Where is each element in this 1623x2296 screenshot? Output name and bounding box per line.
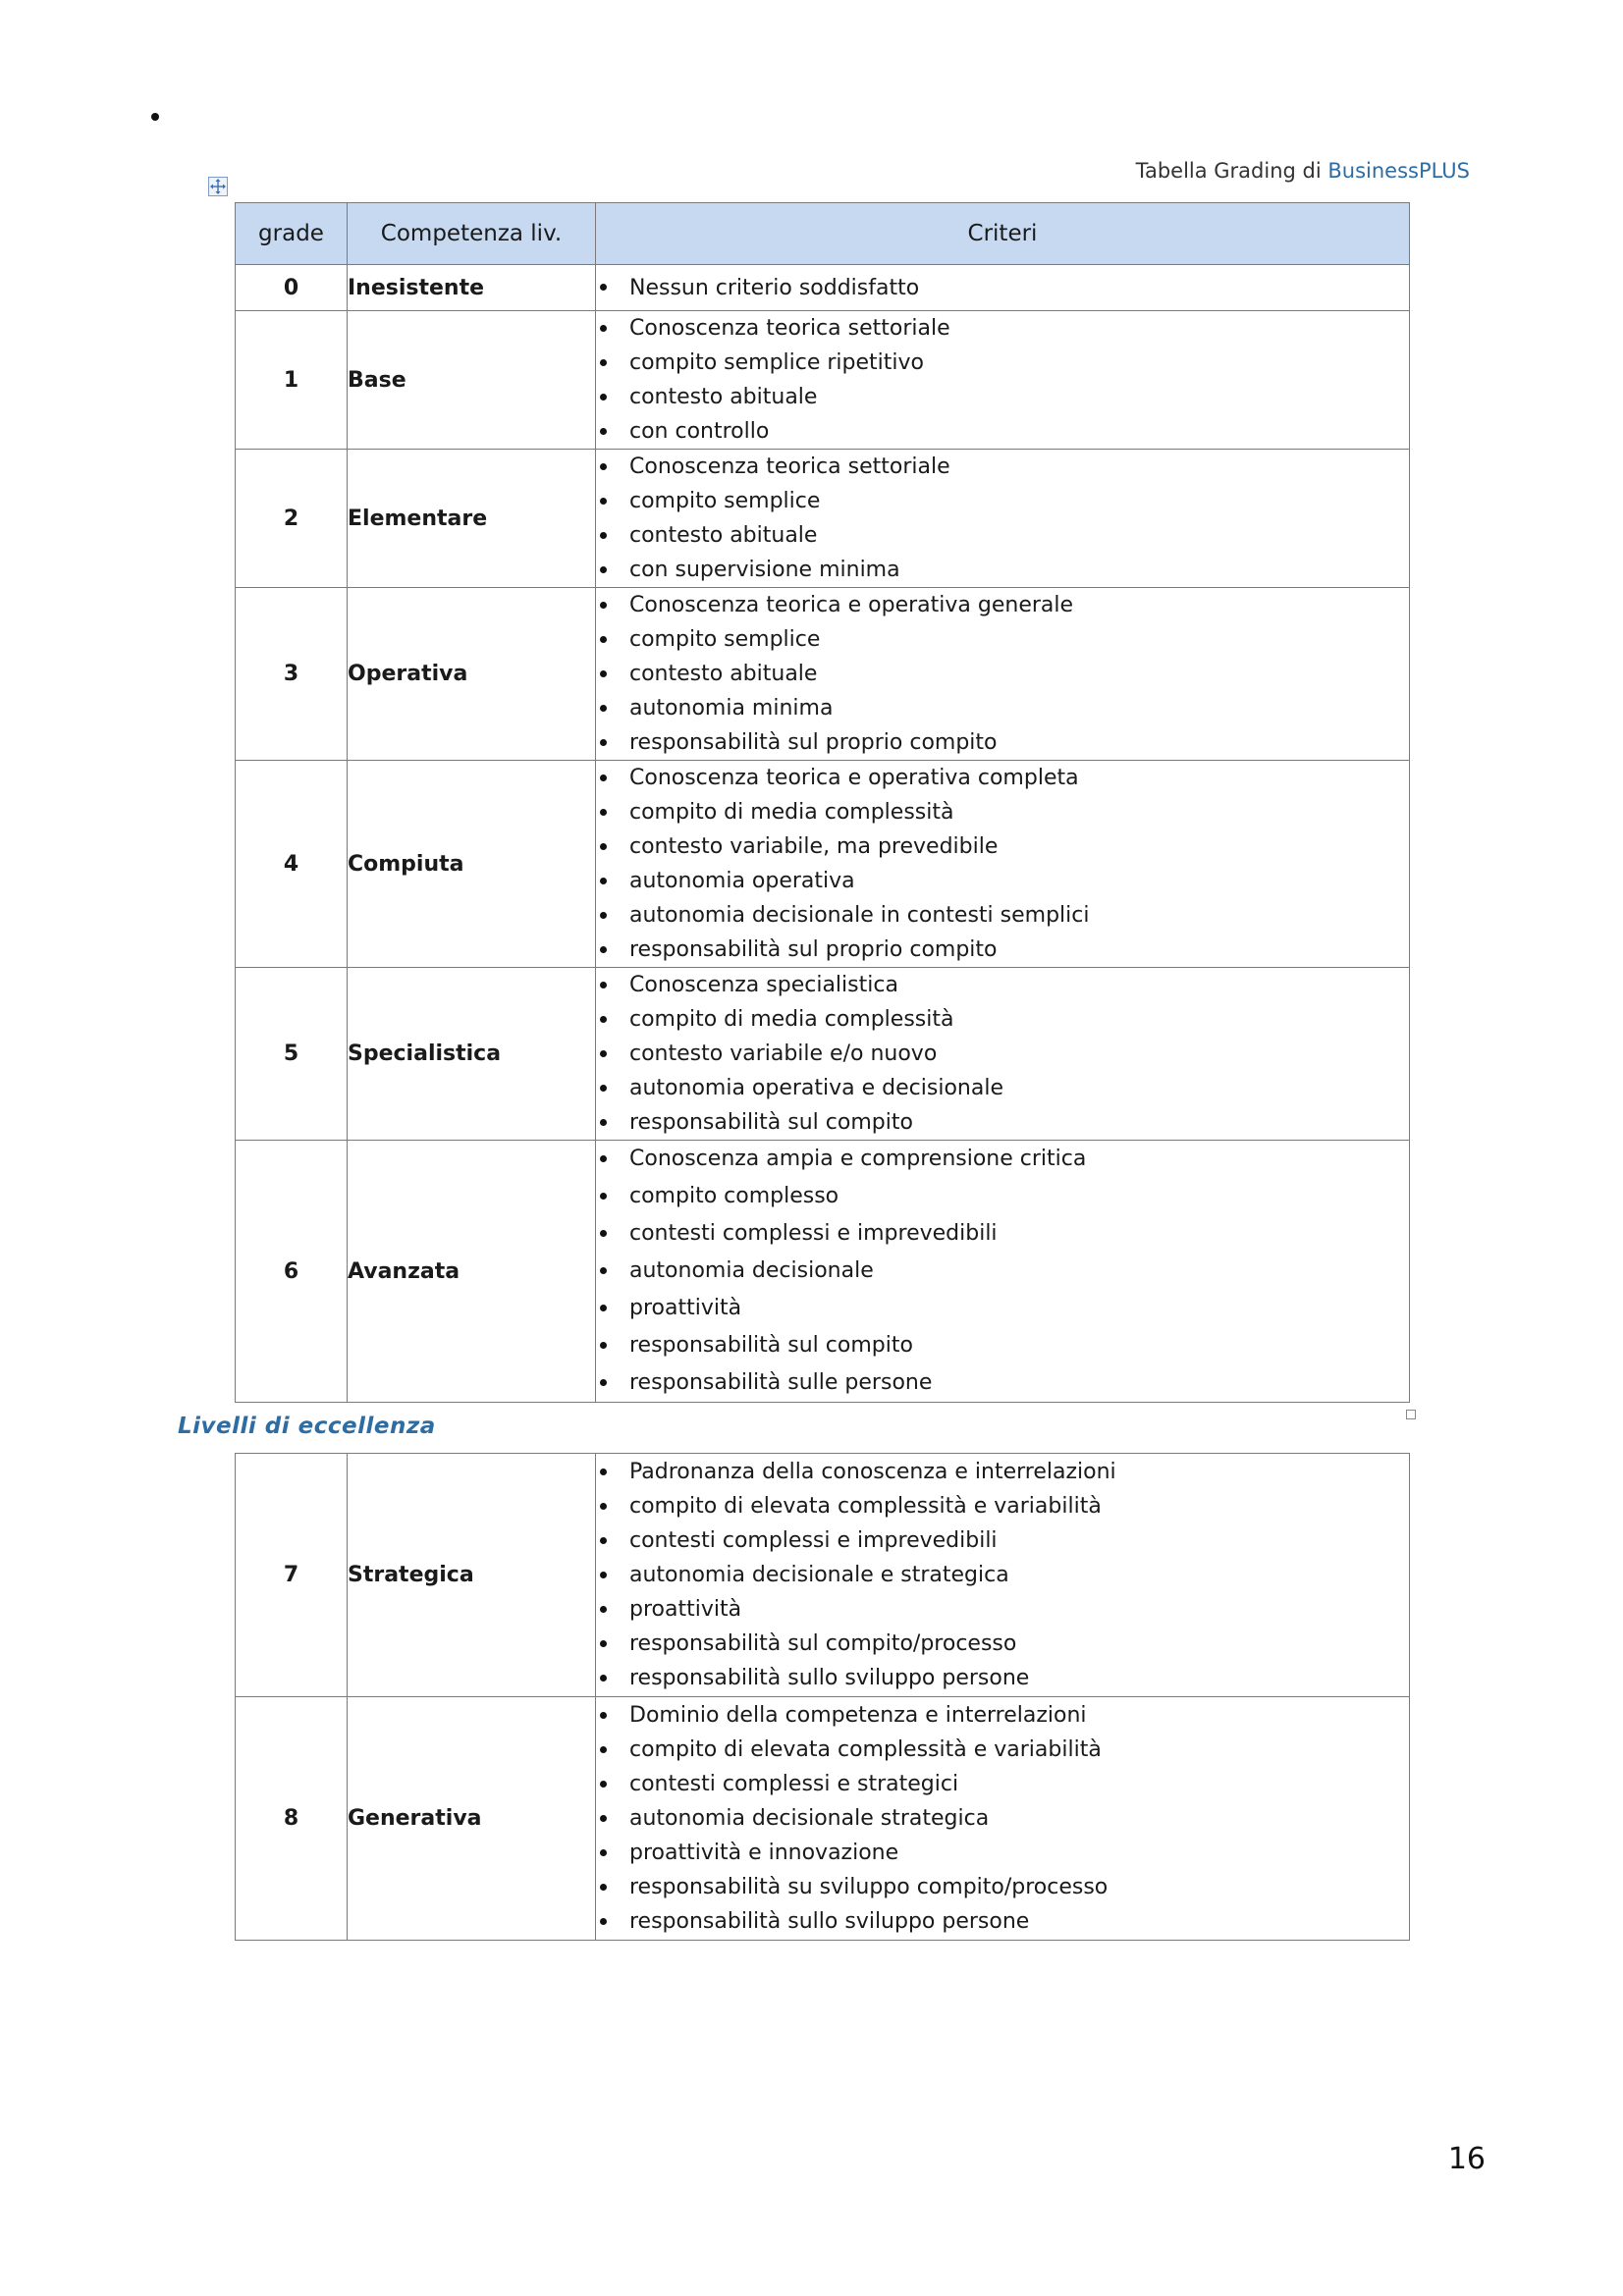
criteria-cell [596, 311, 1410, 450]
criteria-item: Conoscenza teorica settoriale [596, 450, 1409, 484]
criteria-item: autonomia operativa e decisionale [596, 1071, 1409, 1105]
criteria-item: autonomia decisionale e strategica [596, 1558, 1409, 1592]
criteria-list [596, 588, 1409, 760]
table-row [236, 311, 1410, 450]
criteria-item: responsabilità sullo sviluppo persone [596, 1904, 1409, 1939]
criteria-item: responsabilità sul proprio compito [596, 725, 1409, 760]
criteria-item: compito semplice [596, 484, 1409, 518]
level-cell: Specialistica [348, 968, 596, 1141]
excellence-table [235, 1453, 1410, 1941]
criteria-list [596, 271, 1409, 305]
criteria-item: compito complesso [596, 1178, 1409, 1215]
grade-cell: 3 [236, 588, 348, 761]
criteria-item: compito di elevata complessità e variabilità [596, 1489, 1409, 1523]
criteria-item: contesti complessi e imprevedibili [596, 1215, 1409, 1253]
criteria-item: autonomia decisionale [596, 1253, 1409, 1290]
criteria-item: autonomia minima [596, 691, 1409, 725]
criteria-cell [596, 588, 1410, 761]
level-cell: Compiuta [348, 761, 596, 968]
table-move-handle-icon[interactable] [208, 177, 228, 196]
grade-cell: 7 [236, 1454, 348, 1697]
grade-cell: 8 [236, 1697, 348, 1941]
criteria-item: con supervisione minima [596, 553, 1409, 587]
criteria-item: compito di media complessità [596, 795, 1409, 829]
grade-cell: 4 [236, 761, 348, 968]
criteria-list [596, 1455, 1409, 1695]
criteria-item: autonomia operativa [596, 864, 1409, 898]
criteria-item: Conoscenza teorica settoriale [596, 311, 1409, 346]
criteria-item: contesto abituale [596, 518, 1409, 553]
criteria-item: compito di elevata complessità e variabilità [596, 1733, 1409, 1767]
criteria-list [596, 1698, 1409, 1939]
criteria-cell [596, 761, 1410, 968]
table-row [236, 450, 1410, 588]
criteria-item: proattività [596, 1290, 1409, 1327]
criteria-item: proattività e innovazione [596, 1836, 1409, 1870]
caption-prefix: Tabella Grading di [1135, 159, 1328, 183]
table-row [236, 1454, 1410, 1697]
table-row [236, 588, 1410, 761]
criteria-cell [596, 1454, 1410, 1697]
criteria-cell [596, 265, 1410, 311]
header-competenza: Competenza liv. [348, 203, 596, 265]
criteria-cell [596, 1697, 1410, 1941]
table-row [236, 1697, 1410, 1941]
criteria-item: Padronanza della conoscenza e interrelazioni [596, 1455, 1409, 1489]
criteria-item: responsabilità sullo sviluppo persone [596, 1661, 1409, 1695]
criteria-cell [596, 1141, 1410, 1403]
table-resize-handle[interactable] [1406, 1410, 1416, 1419]
level-cell: Inesistente [348, 265, 596, 311]
criteria-item: contesto abituale [596, 657, 1409, 691]
caption-brand: BusinessPLUS [1327, 159, 1470, 183]
criteria-item: responsabilità sul compito/processo [596, 1627, 1409, 1661]
criteria-item: contesto abituale [596, 380, 1409, 414]
criteria-item: contesto variabile e/o nuovo [596, 1037, 1409, 1071]
table-caption [1136, 159, 1470, 183]
table-row [236, 968, 1410, 1141]
grade-cell: 0 [236, 265, 348, 311]
criteria-item: Conoscenza teorica e operativa completa [596, 761, 1409, 795]
table-header-row [236, 203, 1410, 265]
criteria-item: contesto variabile, ma prevedibile [596, 829, 1409, 864]
level-cell: Operativa [348, 588, 596, 761]
criteria-item: responsabilità sul compito [596, 1105, 1409, 1140]
criteria-item: Nessun criterio soddisfatto [596, 271, 1409, 305]
criteria-item: responsabilità sulle persone [596, 1364, 1409, 1402]
criteria-item: Conoscenza teorica e operativa generale [596, 588, 1409, 622]
criteria-item: proattività [596, 1592, 1409, 1627]
header-grade: grade [236, 203, 348, 265]
header-criteri: Criteri [596, 203, 1410, 265]
level-cell: Avanzata [348, 1141, 596, 1403]
criteria-item: contesti complessi e imprevedibili [596, 1523, 1409, 1558]
criteria-cell [596, 968, 1410, 1141]
criteria-item: compito di media complessità [596, 1002, 1409, 1037]
criteria-item: responsabilità su sviluppo compito/processo [596, 1870, 1409, 1904]
grade-cell: 2 [236, 450, 348, 588]
criteria-list [596, 311, 1409, 449]
table-row [236, 1141, 1410, 1403]
criteria-list [596, 1141, 1409, 1402]
criteria-item: responsabilità sul proprio compito [596, 933, 1409, 967]
grade-cell: 1 [236, 311, 348, 450]
level-cell: Elementare [348, 450, 596, 588]
grading-table [235, 202, 1410, 1403]
criteria-list [596, 968, 1409, 1140]
criteria-item: autonomia decisionale strategica [596, 1801, 1409, 1836]
criteria-item: contesti complessi e strategici [596, 1767, 1409, 1801]
grade-cell: 5 [236, 968, 348, 1141]
level-cell: Strategica [348, 1454, 596, 1697]
criteria-item: Dominio della competenza e interrelazioni [596, 1698, 1409, 1733]
table-row [236, 265, 1410, 311]
table-row [236, 761, 1410, 968]
criteria-cell [596, 450, 1410, 588]
level-cell: Generativa [348, 1697, 596, 1941]
criteria-list [596, 450, 1409, 587]
criteria-item: responsabilità sul compito [596, 1327, 1409, 1364]
criteria-list [596, 761, 1409, 967]
criteria-item: con controllo [596, 414, 1409, 449]
level-cell: Base [348, 311, 596, 450]
criteria-item: Conoscenza ampia e comprensione critica [596, 1141, 1409, 1178]
criteria-item: autonomia decisionale in contesti semplici [596, 898, 1409, 933]
grade-cell: 6 [236, 1141, 348, 1403]
criteria-item: Conoscenza specialistica [596, 968, 1409, 1002]
page-number: 16 [1447, 2142, 1486, 2176]
list-bullet [151, 113, 159, 121]
criteria-item: compito semplice ripetitivo [596, 346, 1409, 380]
excellence-section-title: Livelli di eccellenza [178, 1414, 436, 1439]
criteria-item: compito semplice [596, 622, 1409, 657]
